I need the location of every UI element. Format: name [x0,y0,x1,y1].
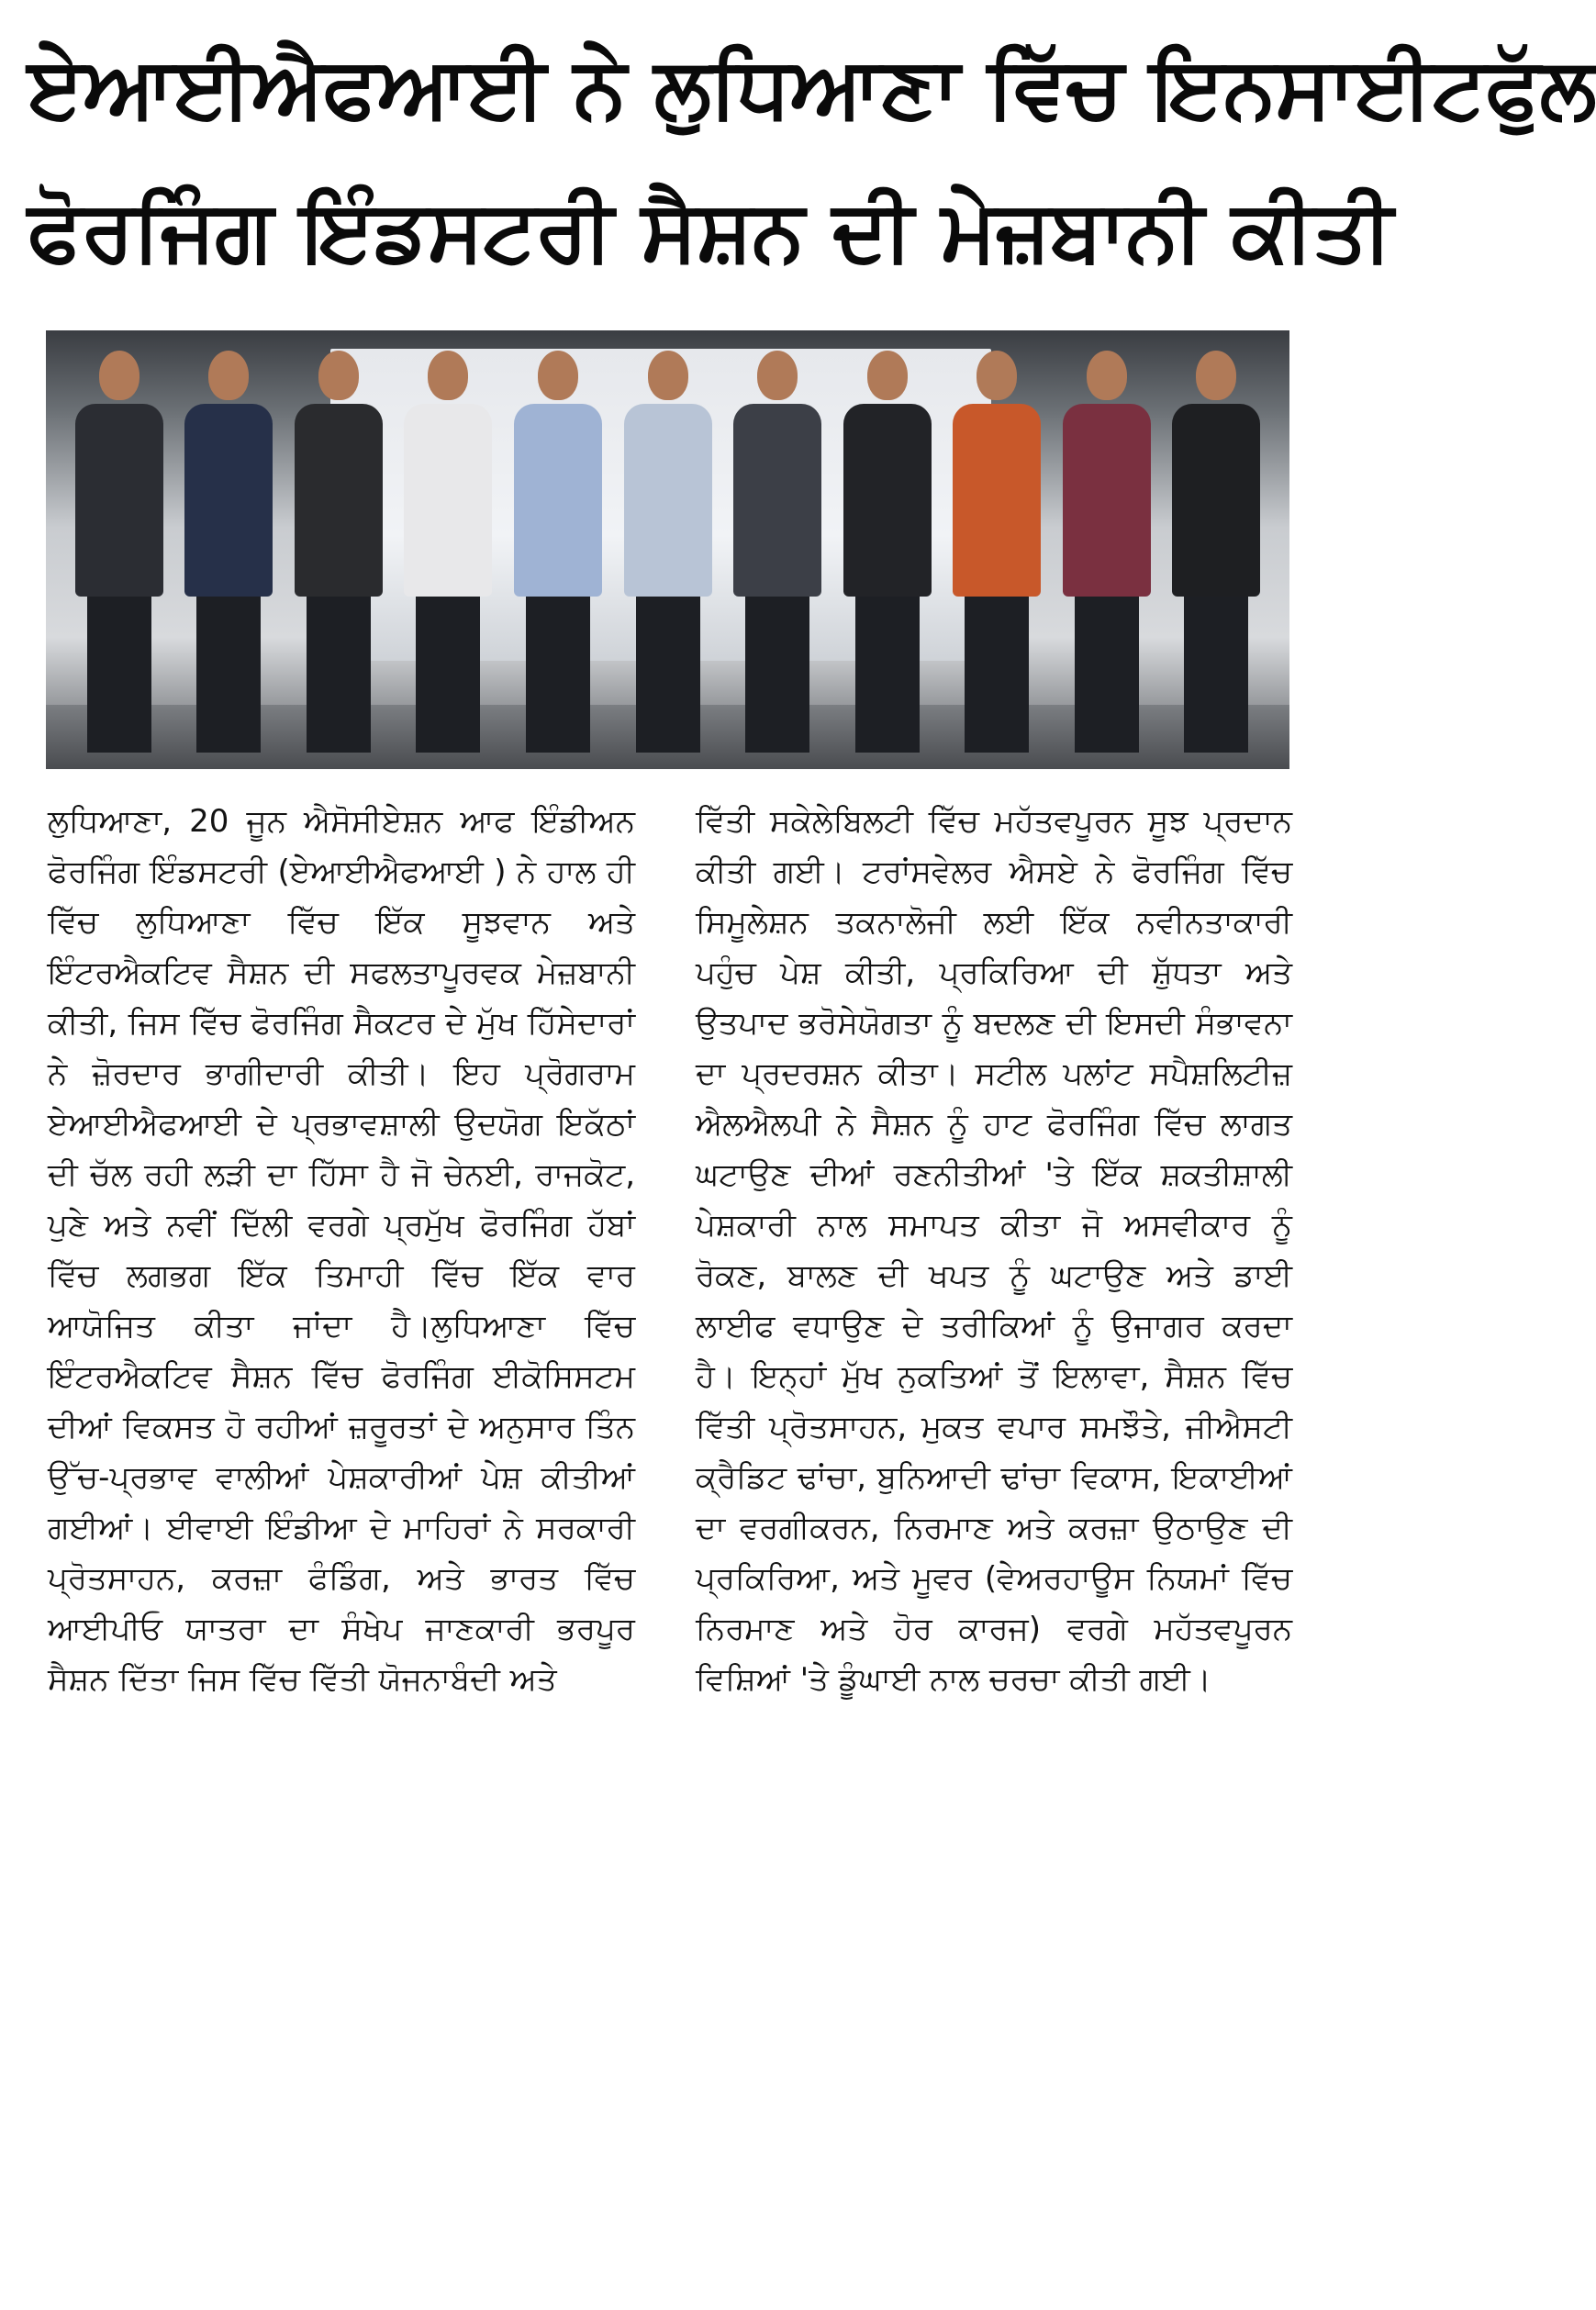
article-body-left: ਲੁਧਿਆਣਾ, 20 ਜੂਨ ਐਸੋਸੀਏਸ਼ਨ ਆਫ ਇੰਡੀਅਨ ਫੋਰਜਿੰਗ ਇੰਡਸਟਰੀ (ਏਆਈਐਫਆਈ ) ਨੇ ਹਾਲ ਹੀ ਵਿੱਚ ਲੁਧਿਆਣਾ ਵਿੱਚ ਇੱਕ ਸੂਝਵਾਨ ਅਤੇ ਇੰਟਰਐਕਟਿਵ ਸੈਸ਼ਨ ਦੀ ਸਫਲਤਾਪੂਰਵਕ ਮੇਜ਼ਬਾਨੀ ਕੀਤੀ, ਜਿਸ ਵਿੱਚ ਫੋਰਜਿੰਗ ਸੈਕਟਰ ਦੇ ਮੁੱਖ ਹਿੱਸੇਦਾਰਾਂ ਨੇ ਜ਼ੋਰਦਾਰ ਭਾਗੀਦਾਰੀ ਕੀਤੀ। ਇਹ ਪ੍ਰੋਗਰਾਮ ਏਆਈਐਫਆਈ ਦੇ ਪ੍ਰਭਾਵਸ਼ਾਲੀ ਉਦਯੋਗ ਇਕੱਠਾਂ ਦੀ ਚੱਲ ਰਹੀ ਲੜੀ ਦਾ ਹਿੱਸਾ ਹੈ ਜੋ ਚੇਨਈ, ਰਾਜਕੋਟ, ਪੁਣੇ ਅਤੇ ਨਵੀਂ ਦਿੱਲੀ ਵਰਗੇ ਪ੍ਰਮੁੱਖ ਫੋਰਜਿੰਗ ਹੱਬਾਂ ਵਿੱਚ ਲਗਭਗ ਇੱਕ ਤਿਮਾਹੀ ਵਿੱਚ ਇੱਕ ਵਾਰ ਆਯੋਜਿਤ ਕੀਤਾ ਜਾਂਦਾ ਹੈ।ਲੁਧਿਆਣਾ ਵਿੱਚ ਇੰਟਰਐਕਟਿਵ ਸੈਸ਼ਨ ਵਿੱਚ ਫੋਰਜਿੰਗ ਈਕੋਸਿਸਟਮ ਦੀਆਂ ਵਿਕਸਤ ਹੋ ਰਹੀਆਂ ਜ਼ਰੂਰਤਾਂ ਦੇ ਅਨੁਸਾਰ ਤਿੰਨ ਉੱਚ-ਪ੍ਰਭਾਵ ਵਾਲੀਆਂ ਪੇਸ਼ਕਾਰੀਆਂ ਪੇਸ਼ ਕੀਤੀਆਂ ਗਈਆਂ। ਈਵਾਈ ਇੰਡੀਆ ਦੇ ਮਾਹਿਰਾਂ ਨੇ ਸਰਕਾਰੀ ਪ੍ਰੋਤਸਾਹਨ, ਕਰਜ਼ਾ ਫੰਡਿੰਗ, ਅਤੇ ਭਾਰਤ ਵਿੱਚ ਆਈਪੀਓ ਯਾਤਰਾ ਦਾ ਸੰਖੇਪ ਜਾਣਕਾਰੀ ਭਰਪੂਰ ਸੈਸ਼ਨ ਦਿੱਤਾ ਜਿਸ ਵਿੱਚ ਵਿੱਤੀ ਯੋਜਨਾਬੰਦੀ ਅਤੇ [48,803,635,1698]
article-right-column [696,797,1292,1705]
person-torso [404,404,492,597]
person-legs [745,597,809,753]
person-head [977,351,1017,400]
person-torso [514,404,602,597]
person-head [428,351,468,400]
person-torso [843,404,932,597]
person-legs [855,597,920,753]
person-head [1087,351,1127,400]
person-legs [636,597,700,753]
article-left-column [48,797,635,1705]
article-body-right: ਵਿੱਤੀ ਸਕੇਲੇਬਿਲਟੀ ਵਿੱਚ ਮਹੱਤਵਪੂਰਨ ਸੂਝ ਪ੍ਰਦਾਨ ਕੀਤੀ ਗਈ। ਟਰਾਂਸਵੇਲਰ ਐਸਏ ਨੇ ਫੋਰਜਿੰਗ ਵਿੱਚ ਸਿਮੂਲੇਸ਼ਨ ਤਕਨਾਲੋਜੀ ਲਈ ਇੱਕ ਨਵੀਨਤਾਕਾਰੀ ਪਹੁੰਚ ਪੇਸ਼ ਕੀਤੀ, ਪ੍ਰਕਿਰਿਆ ਦੀ ਸ਼ੁੱਧਤਾ ਅਤੇ ਉਤਪਾਦ ਭਰੋਸੇਯੋਗਤਾ ਨੂੰ ਬਦਲਣ ਦੀ ਇਸਦੀ ਸੰਭਾਵਨਾ ਦਾ ਪ੍ਰਦਰਸ਼ਨ ਕੀਤਾ। ਸਟੀਲ ਪਲਾਂਟ ਸਪੈਸ਼ਲਿਟੀਜ਼ ਐਲਐਲਪੀ ਨੇ ਸੈਸ਼ਨ ਨੂੰ ਹਾਟ ਫੋਰਜਿੰਗ ਵਿੱਚ ਲਾਗਤ ਘਟਾਉਣ ਦੀਆਂ ਰਣਨੀਤੀਆਂ 'ਤੇ ਇੱਕ ਸ਼ਕਤੀਸ਼ਾਲੀ ਪੇਸ਼ਕਾਰੀ ਨਾਲ ਸਮਾਪਤ ਕੀਤਾ ਜੋ ਅਸਵੀਕਾਰ ਨੂੰ ਰੋਕਣ, ਬਾਲਣ ਦੀ ਖਪਤ ਨੂੰ ਘਟਾਉਣ ਅਤੇ ਡਾਈ ਲਾਈਫ ਵਧਾਉਣ ਦੇ ਤਰੀਕਿਆਂ ਨੂੰ ਉਜਾਗਰ ਕਰਦਾ ਹੈ। ਇਨ੍ਹਾਂ ਮੁੱਖ ਨੁਕਤਿਆਂ ਤੋਂ ਇਲਾਵਾ, ਸੈਸ਼ਨ ਵਿੱਚ ਵਿੱਤੀ ਪ੍ਰੋਤਸਾਹਨ, ਮੁਕਤ ਵਪਾਰ ਸਮਝੌਤੇ, ਜੀਐਸਟੀ ਕ੍ਰੈਡਿਟ ਢਾਂਚਾ, ਬੁਨਿਆਦੀ ਢਾਂਚਾ ਵਿਕਾਸ, ਇਕਾਈਆਂ ਦਾ ਵਰਗੀਕਰਨ, ਨਿਰਮਾਣ ਅਤੇ ਕਰਜ਼ਾ ਉਠਾਉਣ ਦੀ ਪ੍ਰਕਿਰਿਆ, ਅਤੇ ਮੂਵਰ (ਵੇਅਰਹਾਊਸ ਨਿਯਮਾਂ ਵਿੱਚ ਨਿਰਮਾਣ ਅਤੇ ਹੋਰ ਕਾਰਜ) ਵਰਗੇ ਮਹੱਤਵਪੂਰਨ ਵਿਸ਼ਿਆਂ 'ਤੇ ਡੂੰਘਾਈ ਨਾਲ ਚਰਚਾ ਕੀਤੀ ਗਈ। [696,803,1292,1698]
person-legs [87,597,151,753]
headline [28,17,1596,303]
person-legs [1075,597,1139,753]
person-head [648,351,688,400]
person-head [757,351,798,400]
person-legs [307,597,371,753]
person-torso [733,404,821,597]
person-head [99,351,140,400]
person-torso [1172,404,1260,597]
person-head [318,351,359,400]
person-legs [196,597,261,753]
person-torso [75,404,163,597]
person-legs [416,597,480,753]
person-head [208,351,249,400]
person-torso [184,404,273,597]
photo-person [843,351,932,753]
photo-person [953,351,1041,753]
photo-person [75,351,163,753]
person-torso [295,404,383,597]
photo-person [295,351,383,753]
person-head [867,351,908,400]
person-legs [1184,597,1248,753]
photo-person [733,351,821,753]
headline-line-1: ਏਆਈਐਫਆਈ ਨੇ ਲੁਧਿਆਣਾ ਵਿੱਚ ਇਨਸਾਈਟਫੁੱਲ [28,39,1596,137]
photo-person [184,351,273,753]
person-torso [624,404,712,597]
person-torso [953,404,1041,597]
photo-person [514,351,602,753]
photo-person [624,351,712,753]
photo-person [404,351,492,753]
photo-person [1063,351,1151,753]
group-photo [46,330,1289,769]
photo-person [1172,351,1260,753]
person-torso [1063,404,1151,597]
person-legs [965,597,1029,753]
person-legs [526,597,590,753]
headline-line-2: ਫੋਰਜਿੰਗ ਇੰਡਸਟਰੀ ਸੈਸ਼ਨ ਦੀ ਮੇਜ਼ਬਾਨੀ ਕੀਤੀ [28,182,1392,280]
person-head [538,351,578,400]
person-head [1196,351,1236,400]
